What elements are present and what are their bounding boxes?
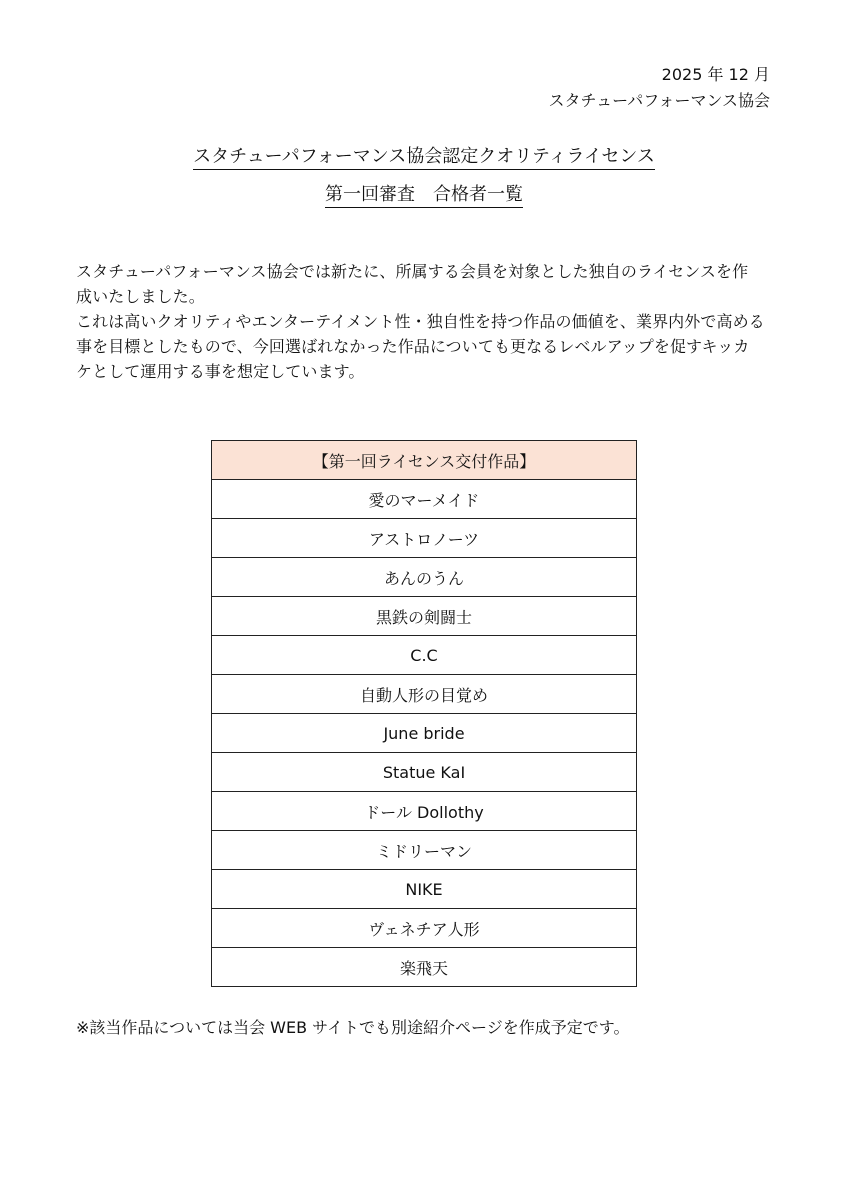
table-row	[212, 558, 637, 597]
table-row	[212, 753, 637, 792]
title-line-2: 第一回審査 合格者一覧	[325, 184, 523, 208]
licensed-works-table	[211, 440, 637, 987]
intro-line: 成いたしました。	[76, 287, 205, 306]
work-title: ヴェネチア人形	[212, 909, 637, 948]
work-title: C.C	[212, 636, 637, 675]
table-header-cell: 【第一回ライセンス交付作品】	[212, 441, 637, 480]
table-row	[212, 948, 637, 987]
intro-line: ケとして運用する事を想定しています。	[76, 362, 365, 381]
work-title: 楽飛天	[212, 948, 637, 987]
document-header	[549, 62, 770, 114]
table-row	[212, 714, 637, 753]
issue-date: 2025 年 12 月	[661, 65, 770, 84]
work-title: 黒鉄の剣闘士	[212, 597, 637, 636]
table-row	[212, 831, 637, 870]
table-row	[212, 597, 637, 636]
intro-paragraph	[76, 259, 776, 384]
footnote: ※該当作品については当会 WEB サイトでも別途紹介ページを作成予定です。	[76, 1018, 630, 1037]
intro-line: 事を目標としたもので、今回選ばれなかった作品についても更なるレベルアップを促すキッカ	[76, 337, 750, 356]
intro-line: スタチューパフォーマンス協会では新たに、所属する会員を対象とした独自のライセンスを作	[76, 262, 749, 281]
work-title: ミドリーマン	[212, 831, 637, 870]
issuing-organization: スタチューパフォーマンス協会	[548, 91, 770, 110]
work-title: あんのうん	[212, 558, 637, 597]
work-title: 自動人形の目覚め	[212, 675, 637, 714]
intro-line: これは高いクオリティやエンターテイメント性・独自性を持つ作品の価値を、業界内外で高める	[76, 312, 765, 331]
work-title: June bride	[212, 714, 637, 753]
work-title: Statue KaI	[212, 753, 637, 792]
document-title	[0, 146, 848, 208]
work-title: ドール Dollothy	[212, 792, 637, 831]
title-line-1: スタチューパフォーマンス協会認定クオリティライセンス	[193, 146, 655, 170]
table-header-row	[212, 441, 637, 480]
table-row	[212, 792, 637, 831]
table-row	[212, 519, 637, 558]
table-row	[212, 480, 637, 519]
table-row	[212, 636, 637, 675]
table-row	[212, 675, 637, 714]
work-title: 愛のマーメイド	[212, 480, 637, 519]
work-title: アストロノーツ	[212, 519, 637, 558]
work-title: NIKE	[212, 870, 637, 909]
table-row	[212, 909, 637, 948]
table-row	[212, 870, 637, 909]
